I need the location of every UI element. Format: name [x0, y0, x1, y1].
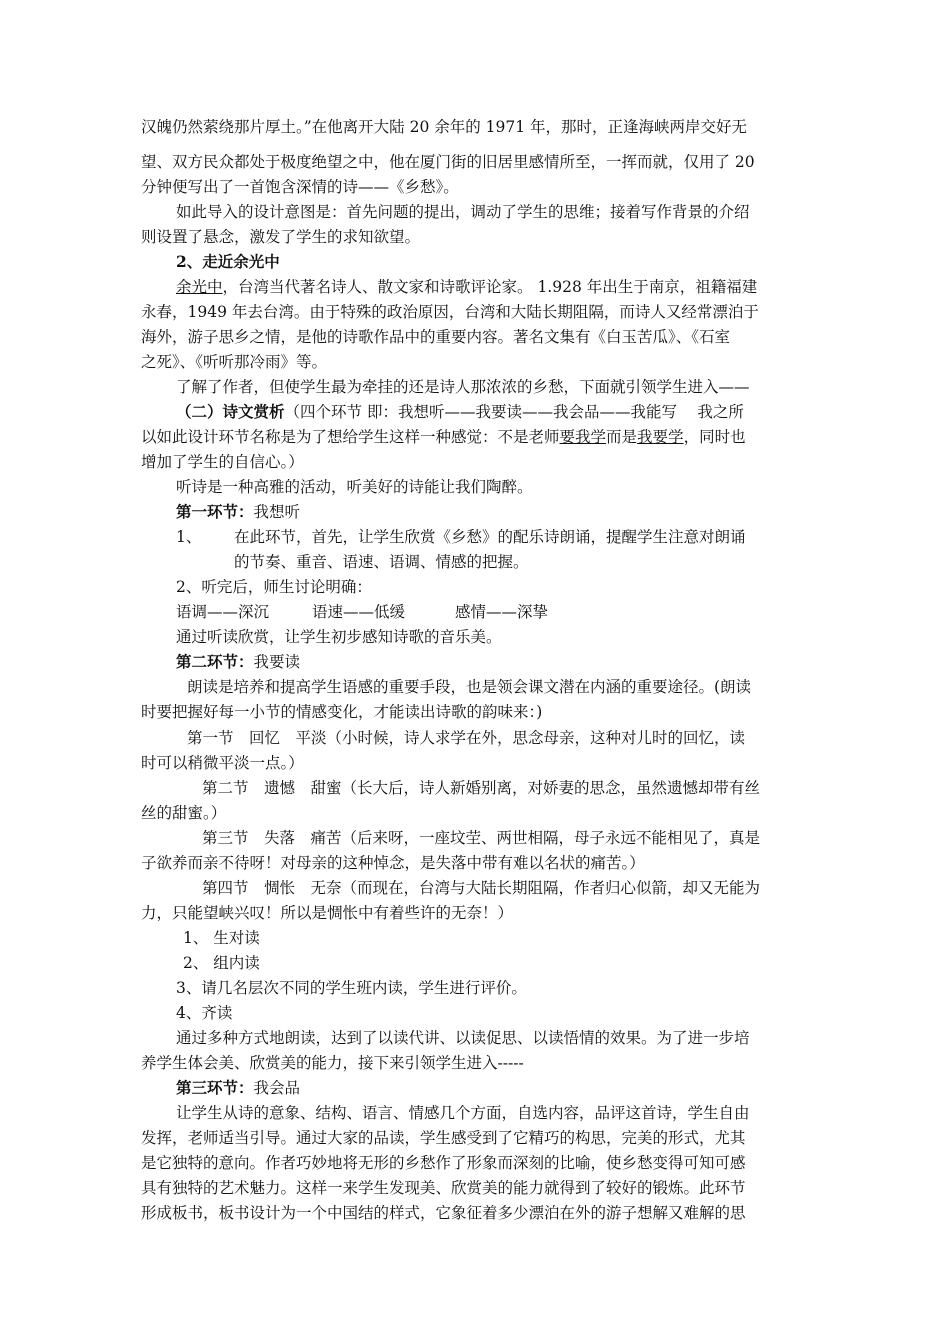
paragraph-line: 分钟便写出了一首饱含深情的诗——《乡愁》。 [141, 178, 459, 196]
stanza-note: 力，只能望峡兴叹！所以是惆怅中有着些许的无奈！） [141, 904, 514, 922]
author-name: 余光中 [176, 278, 223, 296]
paragraph-line: 通过多种方式地朗读，达到了以读代讲、以读促思、以读悟情的效果。为了进一步培 [176, 1029, 750, 1047]
paragraph-line: 如此导入的设计意图是：首先问题的提出，调动了学生的思维；接着写作背景的介绍 [176, 203, 750, 221]
paragraph-line: 发挥，老师适当引导。通过大家的品读，学生感受到了它精巧的构思，完美的形式，尤其 [141, 1129, 746, 1147]
paragraph-line: 海外，游子思乡之情，是他的诗歌作品中的重要内容。著名文集有《白玉苦瓜》、《石室 [141, 328, 731, 346]
paragraph-line: 养学生体会美、欣赏美的能力，接下来引领学生进入----- [141, 1054, 524, 1072]
list-item: 3、请几名层次不同的学生班内读，学生进行评价。 [176, 979, 527, 997]
list-item: 在此环节，首先，让学生欣赏《乡愁》的配乐诗朗诵，提醒学生注意对朗诵 [234, 528, 746, 546]
stanza-note: 第二节 遗憾 甜蜜（长大后，诗人新婚别离，对娇妻的思念，虽然遗憾却带有丝 [202, 779, 761, 797]
step-heading: 第二环节：我要读 [176, 652, 301, 671]
stanza-note: 子欲养而亲不待呀！对母亲的这种悼念，是失落中带有难以名状的痛苦。） [141, 854, 645, 872]
paragraph-line: 永春，1949 年去台湾。由于特殊的政治原因，台湾和大陆长期阻隔，而诗人又经常漂泊于 [141, 303, 759, 321]
stanza-note: 丝的甜蜜。） [141, 804, 227, 822]
paragraph-line: （二）诗文赏析（四个环节 即：我想听——我要读——我会品——我能写 我之所 [176, 402, 744, 421]
list-item: 2、 组内读 [183, 954, 260, 972]
paragraph-line: 具有独特的艺术魅力。这样一来学生发现美、欣赏美的能力就得到了较好的锻炼。此环节 [141, 1179, 746, 1197]
reading-tone: 语调——深沉 [176, 603, 270, 621]
paragraph-line: 增加了学生的自信心。） [141, 453, 304, 471]
section-heading: 2、走近余光中 [176, 252, 280, 271]
stanza-note: 第三节 失落 痛苦（后来呀，一座坟茔、两世相隔，母子永远不能相见了，真是 [202, 829, 761, 847]
paragraph-line: 时要把握好每一小节的情感变化，才能读出诗歌的韵味来：) [141, 703, 543, 721]
paragraph-line: 形成板书，板书设计为一个中国结的样式，它象征着多少漂泊在外的游子想解又难解的思 [141, 1204, 746, 1222]
paragraph-line: 余光中，台湾当代著名诗人、散文家和诗歌评论家。 1.928 年出生于南京，祖籍福建 [176, 278, 758, 296]
step-heading: 第一环节：我想听 [176, 502, 301, 521]
stanza-note: 第四节 惆怅 无奈（而现在，台湾与大陆长期阻隔，作者归心似箭，却又无能为 [202, 879, 761, 897]
list-item: 的节奏、重音、语速、语调、情感的把握。 [234, 553, 529, 571]
paragraph-line: 汉魄仍然萦绕那片厚土。”在他离开大陆 20 余年的 1971 年，那时，正逢海峡两岸交好无 [141, 118, 748, 136]
step-heading: 第三环节：我会品 [176, 1078, 301, 1097]
paragraph-line: 了解了作者，但使学生最为牵挂的还是诗人那浓浓的乡愁，下面就引领学生进入—— [176, 378, 750, 396]
paragraph-line: 朗读是培养和提高学生语感的重要手段，也是领会课文潜在内涵的重要途径。(朗读 [187, 678, 752, 696]
paragraph-line: 让学生从诗的意象、结构、语言、情感几个方面，自选内容，品评这首诗，学生自由 [176, 1104, 750, 1122]
list-item: 4、齐读 [176, 1004, 233, 1022]
paragraph-line: 以如此设计环节名称是为了想给学生这样一种感觉：不是老师要我学而是我要学，同时也 [141, 428, 746, 446]
underlined-phrase: 我要学 [637, 428, 684, 446]
paragraph-line: 是它独特的意向。作者巧妙地将无形的乡愁作了形象而深刻的比喻，使乡愁变得可知可感 [141, 1154, 746, 1172]
stanza-note: 第一节 回忆 平淡（小时候，诗人求学在外，思念母亲，这种对儿时的回忆，读 [187, 729, 746, 747]
list-item: 2、听完后，师生讨论明确： [176, 578, 372, 596]
list-number: 1、 [176, 528, 202, 546]
paragraph-line: 望、双方民众都处于极度绝望之中，他在厦门街的旧居里感情所至，一挥而就，仅用了 20 [141, 153, 755, 171]
part-heading: （二）诗文赏析 [176, 402, 285, 421]
underlined-phrase: 要我学 [559, 428, 607, 446]
stanza-note: 时可以稍微平淡一点。） [141, 754, 304, 772]
reading-speed: 语速——低缓 [312, 603, 406, 621]
paragraph-line: 听诗是一种高雅的活动，听美好的诗能让我们陶醉。 [176, 478, 533, 496]
paragraph-line: 之死》、《听听那冷雨》等。 [141, 353, 328, 371]
reading-emotion: 感情——深挚 [455, 603, 549, 621]
list-item: 1、 生对读 [183, 929, 260, 947]
paragraph-line: 则设置了悬念，激发了学生的求知欲望。 [141, 228, 421, 246]
paragraph-line: 通过听读欣赏，让学生初步感知诗歌的音乐美。 [176, 628, 502, 646]
